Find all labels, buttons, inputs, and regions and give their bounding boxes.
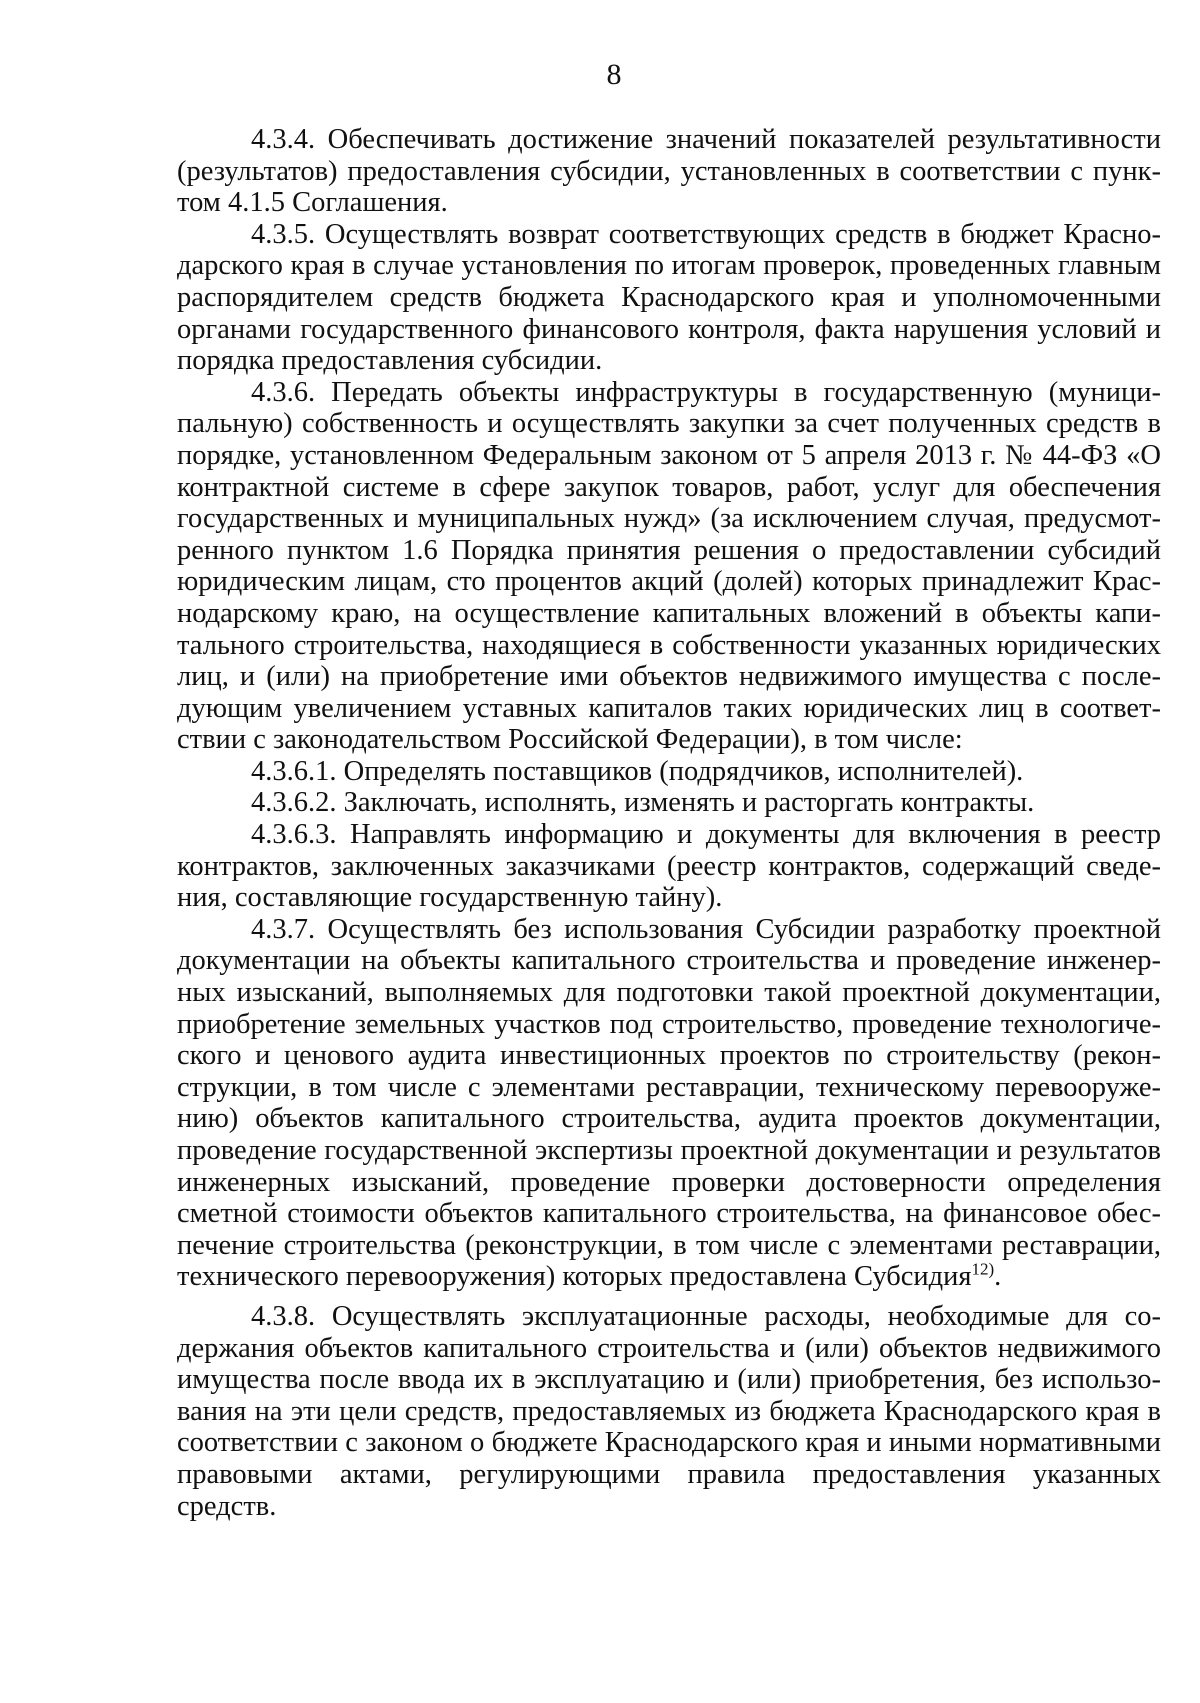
footnote-reference: 12) xyxy=(971,1259,995,1279)
paragraph-4-3-6-1: 4.3.6.1. Определять поставщиков (подрядчиков, исполнителей). xyxy=(251,755,1024,787)
paragraph-4-3-7-tail: . xyxy=(994,1261,1002,1293)
document-body xyxy=(177,124,1161,1522)
paragraph-4-3-8: 4.3.8. Осуществлять эксплуатационные расходы, необходимые для содержания объектов капитального строительства и (или) объектов недвижимого имущества после ввода их в эксплуатацию и (или) приобретения, без использования на эти цели средств, предоставляемых из бюджета Краснодарского края в соответствии с законом о бюджете Краснодарского края и иными нормативными правовыми актами, регулирующими правила предоставления указанных средств. xyxy=(177,1300,1161,1522)
page-number: 8 xyxy=(606,58,622,91)
paragraph-4-3-4: 4.3.4. Обеспечивать достижение значений показателей результативности (результатов) предоставления субсидии, установленных в соответствии с пунктом 4.1.5 Соглашения. xyxy=(177,124,1161,219)
paragraph-4-3-5: 4.3.5. Осуществлять возврат соответствующих средств в бюджет Краснодарского края в случае установления по итогам проверок, проведенных главным распорядителем средств бюджета Краснодарского края и уполномоченными органами государственного финансового контроля, факта нарушения условий и порядка предоставления субсидии. xyxy=(177,218,1161,377)
paragraph-4-3-6-3: 4.3.6.3. Направлять информацию и документы для включения в реестр контрактов, заключенных заказчиками (реестр контрактов, содержащий сведения, составляющие государственную тайну). xyxy=(177,819,1161,914)
paragraph-4-3-6: 4.3.6. Передать объекты инфраструктуры в государственную (муниципальную) собственность и осуществлять закупки за счет полученных средств в порядке, установленном Федеральным законом от 5 апреля 2013 г. № 44-ФЗ «О контрактной системе в сфере закупок товаров, работ, услуг для обеспечения государственных и муниципальных нужд» (за исключением случая, предусмотренного пунктом 1.6 Порядка принятия решения о предоставлении субсидий юридическим лицам, сто процентов акций (долей) которых принадлежит Краснодарскому краю, на осуществление капитальных вложений в объекты капитального строительства, находящиеся в собственности указанных юридических лиц, и (или) на приобретение ими объектов недвижимого имущества с последующим увеличением уставных капиталов таких юридических лиц в соответствии с законодательством Российской Федерации), в том числе: xyxy=(177,376,1161,756)
paragraph-4-3-6-2: 4.3.6.2. Заключать, исполнять, изменять и расторгать контракты. xyxy=(251,787,1035,819)
paragraph-4-3-7 xyxy=(177,914,1161,1293)
paragraph-4-3-7-text: 4.3.7. Осуществлять без использования Субсидии разработку проектной документации на объекты капитального строительства и проведение инженерных изысканий, выполняемых для подготовки такой проектной документации, приобретение земельных участков под строительство, проведение технологического и ценового аудита инвестиционных проектов по строительству (реконструкции, в том числе с элементами реставрации, техническому перевооружению) объектов капитального строительства, аудита проектов документации, проведение государственной экспертизы проектной документации и результатов инженерных изысканий, проведение проверки достоверности определения сметной стоимости объектов капитального строительства, на финансовое обеспечение строительства (реконструкции, в том числе с элементами реставрации, технического перевооружения) которых предоставлена Субсидия xyxy=(177,913,1161,1293)
